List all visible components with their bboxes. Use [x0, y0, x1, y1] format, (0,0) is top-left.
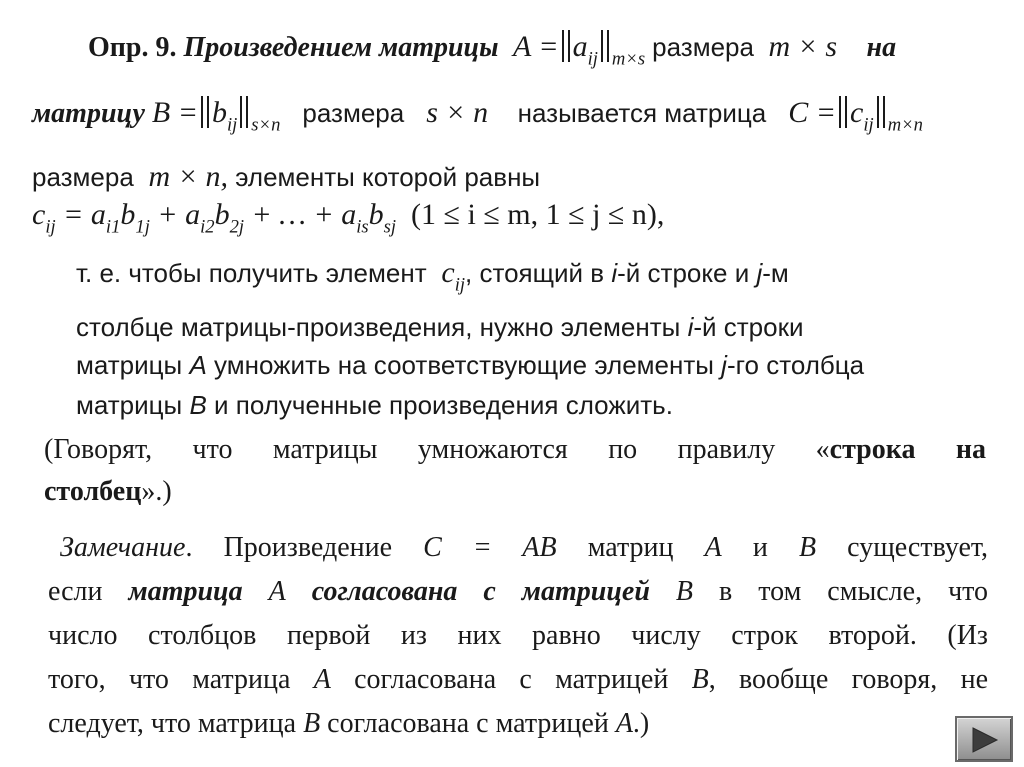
play-triangle-icon — [971, 726, 999, 754]
remark-1b: матриц — [587, 532, 674, 563]
expl-text-3a: матрицы — [76, 350, 183, 380]
remark-var-A-3: A — [313, 664, 331, 695]
expl-text-1a: т. е. чтобы получить элемент — [76, 258, 427, 288]
remark-1a: . Произведение — [185, 532, 393, 563]
remark-line-5 — [48, 708, 649, 740]
var-j-2: j — [721, 350, 727, 380]
remark-4b: согласована с матрицей — [354, 664, 669, 695]
remark-3: число столбцов первой из них равно числу строк второй. (Из — [48, 620, 988, 651]
remark-line-1 — [60, 532, 988, 564]
expl-text-2a: столбце матрицы-произведения, нужно элементы — [76, 312, 681, 342]
remark-line-3 — [48, 620, 988, 652]
remark-5c: .) — [632, 708, 650, 739]
matrix-C-formula: $C = c_{ij}$ $_{m\times n}$ — [773, 96, 923, 136]
explanation-line-3 — [76, 350, 864, 381]
var-j: j — [756, 258, 763, 288]
formula-range: (1 ≤ i ≤ m, 1 ≤ j ≤ n), — [411, 198, 665, 231]
expl-text-4a: матрицы — [76, 390, 183, 420]
remark-5a: следует, что матрица — [48, 708, 297, 739]
product-formula: $c_{ij} = a_{i1}b_{1j} + a_{i2}b_{2j}$ + … + $a_{is}b_{sj}$ (1 ≤ i ≤ m, 1 ≤ j ≤ n), — [32, 198, 665, 238]
remark-4c: , вообще говоря, не — [708, 664, 988, 695]
rule-bold-1: строка на — [829, 434, 987, 465]
rule-line-2 — [44, 476, 172, 508]
remark-2d: в том смысле, что — [719, 576, 989, 607]
remark-1d: существует, — [847, 532, 989, 563]
definition-label: Опр. 9. — [88, 32, 177, 64]
explanation-line-2 — [76, 312, 804, 343]
var-i-2: i — [687, 312, 694, 342]
remark-2a: если — [48, 576, 103, 607]
expl-text-3b: умножить на соответствующие элементы — [214, 350, 714, 380]
var-A: A — [189, 350, 207, 380]
remark-2b: матрица — [128, 576, 243, 607]
remark-4a: того, что матрица — [48, 664, 291, 695]
remark-formula: C = AB — [423, 532, 557, 563]
definition-term: Произведением матрицы — [183, 32, 499, 64]
rule-text-1a: (Говорят, что матрицы умножаются по правилу « — [44, 434, 830, 465]
size-m-s: m × s — [760, 30, 860, 64]
rule-line-1 — [44, 434, 986, 466]
expl-text-1d: -м — [762, 258, 789, 288]
remark-title: Замечание — [60, 532, 186, 563]
size-m-n: m × n, — [141, 160, 228, 193]
expl-text-2b: -й строки — [693, 312, 804, 342]
remark-var-B-2: B — [675, 576, 694, 607]
elements-text: элементы которой равны — [235, 162, 541, 192]
remark-5b: согласована с матрицей — [327, 708, 609, 739]
word-razmera-3: размера — [32, 162, 134, 192]
expl-text-1c: -й строке и — [617, 258, 750, 288]
expl-text-1b: , стоящий в — [465, 258, 605, 288]
definition-term-2: матрицу — [32, 98, 145, 130]
definition-line-2 — [32, 96, 923, 136]
element-cij: $c_{ij}$ — [433, 256, 466, 296]
rule-text-2b: ».) — [141, 476, 172, 507]
word-na: на — [866, 32, 897, 64]
remark-var-A-4: A — [615, 708, 633, 739]
definition-line-1 — [88, 30, 897, 70]
definition-line-3 — [32, 160, 540, 194]
remark-var-B-4: B — [303, 708, 321, 739]
remark-var-A-2: A — [268, 576, 286, 607]
var-B: B — [189, 390, 207, 420]
size-s-n: s × n — [411, 96, 511, 130]
remark-1c: и — [752, 532, 768, 563]
remark-2c: согласована с матрицей — [311, 576, 650, 607]
explanation-line-1 — [76, 256, 789, 296]
word-razmera-2: размера — [302, 98, 405, 129]
remark-line-2 — [48, 576, 988, 608]
rule-bold-2: столбец — [44, 476, 142, 507]
remark-var-B-3: B — [691, 664, 709, 695]
word-razmera-1: размера — [652, 32, 754, 63]
remark-var-B: B — [798, 532, 817, 563]
matrix-B-formula: $B = b_{ij}$ $_{s\times n}$ — [151, 96, 281, 136]
remark-line-4 — [48, 664, 988, 696]
next-slide-button[interactable] — [955, 716, 1013, 762]
remark-var-A: A — [704, 532, 722, 563]
expl-text-3c: -го столбца — [726, 350, 865, 380]
var-i: i — [611, 258, 618, 288]
called-text: называется матрица — [517, 98, 767, 129]
matrix-A-formula: $A = a_{ij}$ $_{m\times s}$ — [505, 30, 646, 70]
explanation-line-4 — [76, 390, 673, 421]
expl-text-4b: и полученные произведения сложить. — [214, 390, 673, 420]
